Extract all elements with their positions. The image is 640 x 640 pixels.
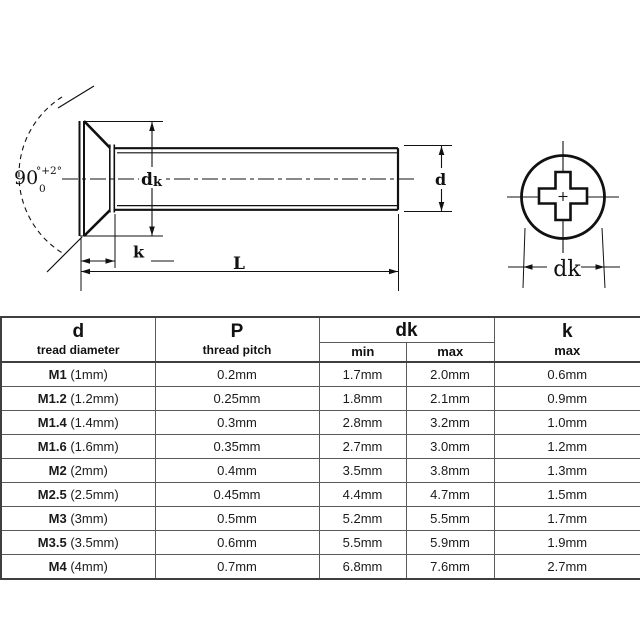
cell-size: M1.6 (1.6mm) xyxy=(1,435,155,459)
cell-dk-max: 5.5mm xyxy=(406,507,494,531)
arrow-up-icon xyxy=(149,122,155,131)
cell-dk-max: 2.0mm xyxy=(406,362,494,387)
header-k-symbol: k xyxy=(561,321,573,342)
cell-pitch: 0.7mm xyxy=(155,555,319,580)
table-row xyxy=(1,507,640,531)
l-label: L xyxy=(233,254,245,274)
table-row xyxy=(1,555,640,580)
cell-pitch: 0.5mm xyxy=(155,507,319,531)
header-dk-min: min xyxy=(351,343,375,359)
cell-pitch: 0.45mm xyxy=(155,483,319,507)
arrow-down-icon xyxy=(149,227,155,236)
angle-leg-bottom xyxy=(47,237,82,272)
cell-dk-min: 5.2mm xyxy=(319,507,406,531)
cell-pitch: 0.6mm xyxy=(155,531,319,555)
cell-dk-min: 6.8mm xyxy=(319,555,406,580)
table-row xyxy=(1,387,640,411)
angle-leg-top xyxy=(58,86,94,108)
arrow-down-icon xyxy=(439,202,445,211)
cell-dk-min: 4.4mm xyxy=(319,483,406,507)
cell-dk-min: 2.7mm xyxy=(319,435,406,459)
header-p-symbol: P xyxy=(230,321,244,342)
cell-dk-min: 3.5mm xyxy=(319,459,406,483)
table-row xyxy=(1,483,640,507)
angle-tolerance-upper: °+2° xyxy=(36,165,62,177)
cell-dk-max: 3.0mm xyxy=(406,435,494,459)
cell-dk-max: 3.2mm xyxy=(406,411,494,435)
table-row xyxy=(1,459,640,483)
dk-side-label-k: k xyxy=(153,175,163,190)
cell-dk-min: 1.7mm xyxy=(319,362,406,387)
angle-tolerance-lower: 0 xyxy=(39,183,46,195)
table-row xyxy=(1,531,640,555)
header-dk-max: max xyxy=(406,343,494,361)
header-row xyxy=(1,317,640,362)
screw-dimensions-table xyxy=(0,316,640,580)
column-header-d xyxy=(1,317,155,362)
cell-size: M2.5 (2.5mm) xyxy=(1,483,155,507)
header-d-symbol: d xyxy=(72,321,85,342)
cell-k-max: 1.9mm xyxy=(494,531,640,555)
cell-size: M1.4 (1.4mm) xyxy=(1,411,155,435)
cell-dk-max: 7.6mm xyxy=(406,555,494,580)
k-dimension xyxy=(81,214,174,268)
cell-k-max: 2.7mm xyxy=(494,555,640,580)
cell-pitch: 0.4mm xyxy=(155,459,319,483)
cell-size: M2 (2mm) xyxy=(1,459,155,483)
cell-pitch: 0.3mm xyxy=(155,411,319,435)
cell-dk-max: 2.1mm xyxy=(406,387,494,411)
cell-pitch: 0.25mm xyxy=(155,387,319,411)
cell-k-max: 0.9mm xyxy=(494,387,640,411)
column-header-k xyxy=(494,317,640,362)
cell-k-max: 0.6mm xyxy=(494,362,640,387)
arrow-right-icon xyxy=(596,264,605,270)
cell-dk-min: 2.8mm xyxy=(319,411,406,435)
header-p-desc: thread pitch xyxy=(202,343,272,357)
cell-k-max: 1.2mm xyxy=(494,435,640,459)
cell-k-max: 1.5mm xyxy=(494,483,640,507)
cell-size: M3.5 (3.5mm) xyxy=(1,531,155,555)
header-dk-symbol: dk xyxy=(320,319,494,343)
spec-table xyxy=(0,316,640,580)
arrow-up-icon xyxy=(439,146,445,155)
arrow-left-icon xyxy=(524,264,533,270)
table-row xyxy=(1,362,640,387)
arrow-right-icon xyxy=(106,258,115,264)
l-dimension xyxy=(81,214,399,291)
angle-label xyxy=(14,165,62,195)
dk-side-label-d: d xyxy=(141,170,153,190)
cell-dk-max: 4.7mm xyxy=(406,483,494,507)
cell-size: M1 (1mm) xyxy=(1,362,155,387)
dk-top-label: dk xyxy=(553,257,581,282)
cell-k-max: 1.3mm xyxy=(494,459,640,483)
cell-dk-min: 5.5mm xyxy=(319,531,406,555)
cell-dk-min: 1.8mm xyxy=(319,387,406,411)
arrow-left-icon xyxy=(81,269,90,275)
column-header-p xyxy=(155,317,319,362)
cell-size: M1.2 (1.2mm) xyxy=(1,387,155,411)
cell-dk-max: 3.8mm xyxy=(406,459,494,483)
column-header-dk xyxy=(319,317,494,362)
d-label: d xyxy=(435,170,447,189)
cell-pitch: 0.2mm xyxy=(155,362,319,387)
k-label: k xyxy=(133,242,145,262)
arrow-right-icon xyxy=(389,269,398,275)
cell-pitch: 0.35mm xyxy=(155,435,319,459)
cell-k-max: 1.7mm xyxy=(494,507,640,531)
table-row xyxy=(1,411,640,435)
cell-k-max: 1.0mm xyxy=(494,411,640,435)
arrow-left-icon xyxy=(81,258,90,264)
cell-size: M4 (4mm) xyxy=(1,555,155,580)
table-row xyxy=(1,435,640,459)
angle-value: 90 xyxy=(14,167,39,189)
cell-dk-max: 5.9mm xyxy=(406,531,494,555)
cell-size: M3 (3mm) xyxy=(1,507,155,531)
header-d-desc: tread diameter xyxy=(36,343,120,357)
header-k-max: max xyxy=(554,343,581,358)
